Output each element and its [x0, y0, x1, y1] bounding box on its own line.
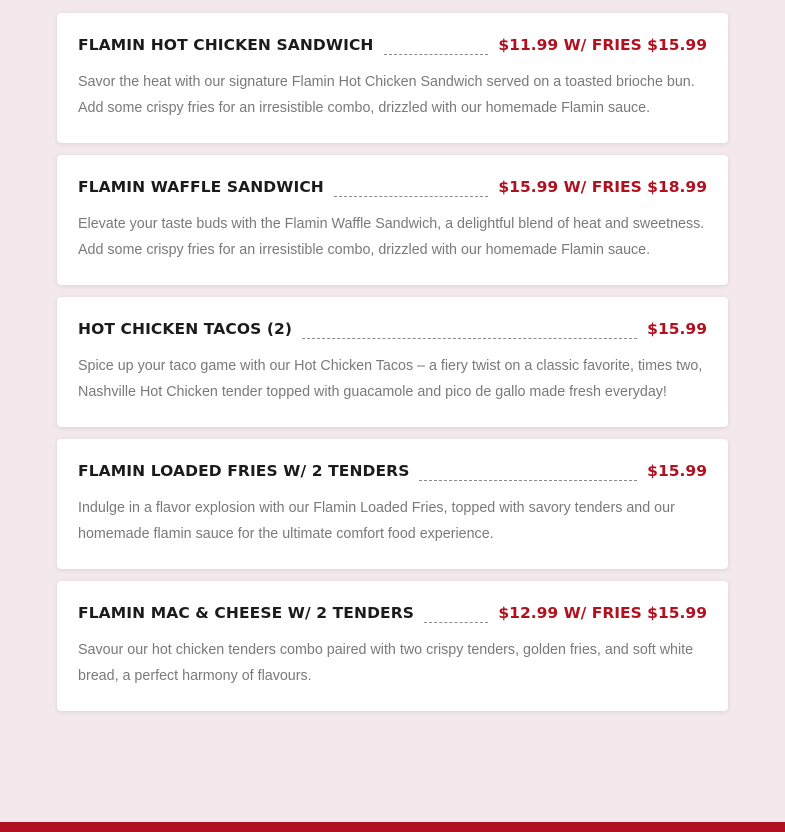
menu-item-card: [57, 439, 728, 569]
menu-item-description: Spice up your taco game with our Hot Chicken Tacos – a fiery twist on a classic favorite, times two, Nashville Hot Chicken tender topped with guacamole and pico de gallo made fresh everyday!: [78, 358, 703, 400]
menu-item-name: FLAMIN WAFFLE SANDWICH: [78, 178, 324, 196]
menu-item-description: Savor the heat with our signature Flamin Hot Chicken Sandwich served on a toasted brioche bun. Add some crispy fries for an irresistible combo, drizzled with our homemade Flamin sauce.: [78, 74, 695, 116]
menu-item-name: FLAMIN LOADED FRIES W/ 2 TENDERS: [78, 462, 410, 480]
menu-item-card: [57, 13, 728, 143]
dotted-leader: [302, 328, 637, 339]
footer-bar: [0, 822, 785, 832]
menu-item-price: $15.99: [647, 320, 707, 338]
dotted-leader: [384, 44, 489, 55]
menu-item-card: [57, 297, 728, 427]
dotted-leader: [334, 186, 489, 197]
menu-item-card: [57, 581, 728, 711]
menu-item-card: [57, 155, 728, 285]
menu-item-header: [78, 601, 707, 625]
menu-item-header: [78, 459, 707, 483]
menu-item-price: $12.99 W/ FRIES $15.99: [498, 604, 707, 622]
menu-list: [57, 13, 728, 723]
menu-item-name: FLAMIN MAC & CHEESE W/ 2 TENDERS: [78, 604, 415, 622]
menu-item-price: $15.99 W/ FRIES $18.99: [498, 178, 707, 196]
menu-item-header: [78, 175, 707, 199]
menu-item-price: $11.99 W/ FRIES $15.99: [498, 36, 707, 54]
menu-item-header: [78, 33, 707, 57]
menu-item-name: HOT CHICKEN TACOS (2): [78, 320, 293, 338]
dotted-leader: [424, 612, 488, 623]
menu-item-description: Elevate your taste buds with the Flamin Waffle Sandwich, a delightful blend of heat and sweetness. Add some crispy fries for an irresistible combo, drizzled with our homemade Flamin sauce.: [78, 216, 705, 258]
menu-item-header: [78, 317, 707, 341]
dotted-leader: [419, 470, 637, 481]
menu-item-description: Indulge in a flavor explosion with our Flamin Loaded Fries, topped with savory tenders and our homemade flamin sauce for the ultimate comfort food experience.: [78, 500, 675, 542]
menu-item-name: FLAMIN HOT CHICKEN SANDWICH: [78, 36, 374, 54]
menu-item-price: $15.99: [647, 462, 707, 480]
menu-item-description: Savour our hot chicken tenders combo paired with two crispy tenders, golden fries, and soft white bread, a perfect harmony of flavours.: [78, 642, 694, 684]
